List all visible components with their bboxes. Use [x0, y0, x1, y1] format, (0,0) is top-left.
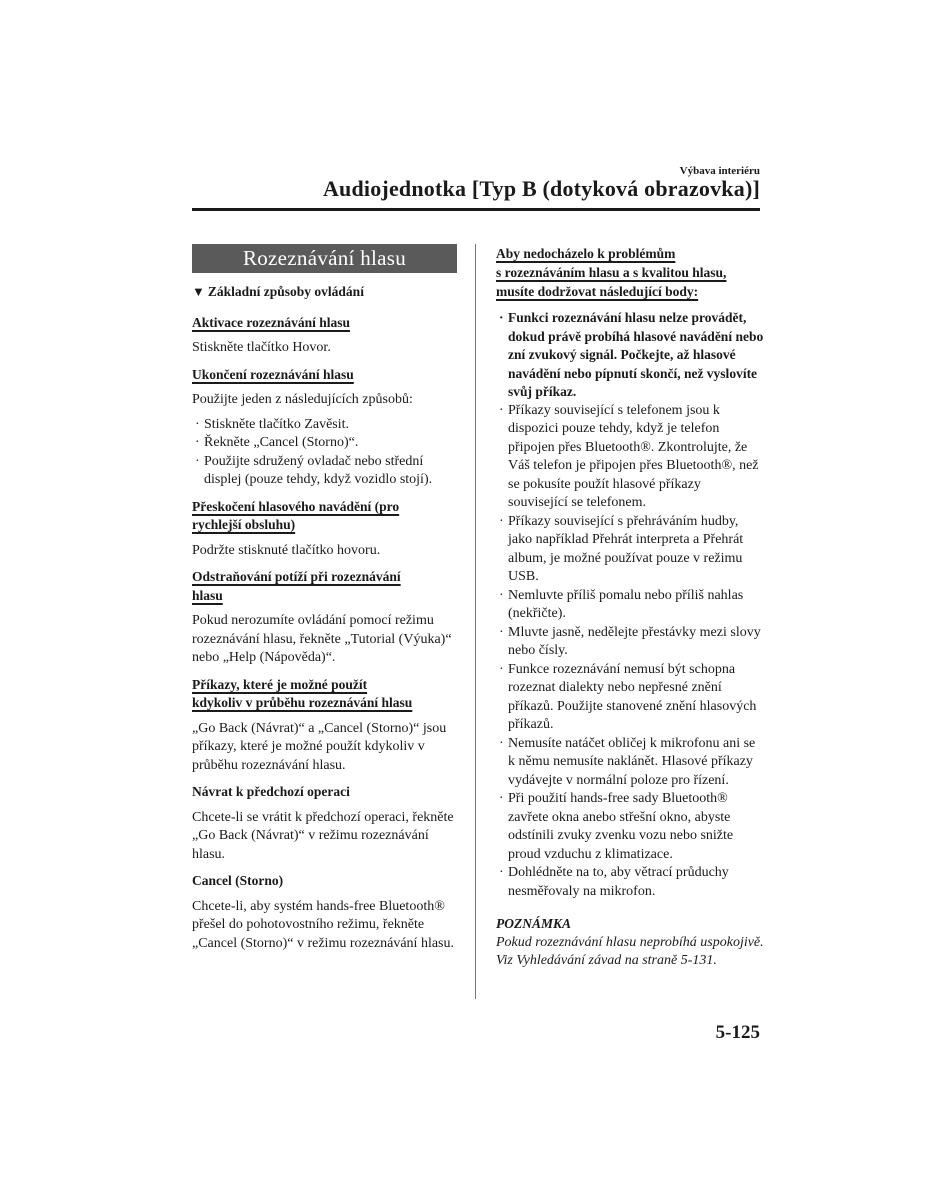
note-text: Pokud rozeznávání hlasu neprobíhá uspokojivě.: [496, 934, 764, 950]
section-name: Výbava interiéru: [679, 165, 760, 177]
commands-heading-line-1: Příkazy, které je možné použít: [192, 676, 368, 692]
page-title: Audiojednotka [Typ B (dotyková obrazovka)]: [322, 176, 760, 201]
trouble-heading: [192, 568, 457, 605]
list-item: · Použijte sdružený ovladač nebo střední displej (pouze tehdy, když vozidlo stojí).: [192, 453, 457, 490]
list-item: · Funkce rozeznávání nemusí být schopna rozeznat dialekty nebo nepřesné znění příkazů. Použijte stanovené znění hlasových příkazů.: [496, 661, 764, 735]
subsection-label: Základní způsoby ovládání: [207, 284, 364, 299]
commands-text: „Go Back (Návrat)“ a „Cancel (Storno)“ jsou příkazy, které je možné použít kdykoliv v průběhu rozeznávání hlasu.: [192, 720, 447, 773]
triangle-down-icon: ▼: [192, 284, 205, 299]
column-divider: [475, 244, 476, 999]
end-intro: Použijte jeden z následujících způsobů:: [192, 392, 413, 407]
skip-text: Podržte stisknuté tlačítko hovoru.: [192, 542, 381, 558]
cancel-heading-text: Cancel (Storno): [192, 873, 284, 888]
guidelines-heading-line: musíte dodržovat následující body:: [496, 284, 699, 299]
activate-text: Stiskněte tlačítko Hovor.: [192, 340, 331, 355]
trouble-heading-line-1: Odstraňování potíží při rozeznávání: [192, 569, 401, 584]
list-item: · Nemusíte natáčet obličej k mikrofonu ani se k němu nemusíte naklánět. Hlasové příkazy vydávejte v normální poloze pro řízení.: [496, 735, 764, 791]
note-reference: Viz Vyhledávání závad na straně 5-131.: [496, 953, 717, 968]
back-heading: [192, 783, 457, 802]
cancel-heading: [192, 872, 457, 891]
left-column: [192, 244, 457, 959]
skip-heading: [192, 498, 457, 535]
commands-heading: [192, 676, 457, 713]
note-title: POZNÁMKA: [496, 916, 572, 931]
end-list: [192, 416, 457, 490]
trouble-text: Pokud nerozumíte ovládání pomocí režimu rozeznávání hlasu, řekněte „Tutorial (Výuka)“ nebo „Help (Nápověda)“.: [192, 613, 452, 665]
list-item: · Příkazy související s telefonem jsou k dispozici pouze tehdy, když je telefon připojen přes Bluetooth®. Zkontrolujte, že Váš telefon je připojen přes Bluetooth®, než se pokusíte použít hlasové příkazy související se telefonem.: [496, 402, 764, 513]
skip-heading-line-1: Přeskočení hlasového navádění (pro: [192, 498, 400, 514]
back-text: Chcete-li se vrátit k předchozí operaci, řekněte „Go Back (Návrat)“ v režimu rozeznávání hlasu.: [192, 809, 454, 862]
activate-heading: [192, 314, 457, 333]
list-item: · Nemluvte příliš pomalu nebo příliš nahlas (nekřičte).: [496, 587, 764, 624]
list-item: · Při použití hands-free sady Bluetooth® zavřete okna anebo střešní okno, abyste odstínili zvuky zvenku vozu nebo snižte proud vzduchu z klimatizace.: [496, 790, 764, 864]
end-heading: [192, 366, 457, 385]
skip-heading-line-2: rychlejší obsluhu): [192, 517, 296, 532]
activate-heading-text: Aktivace rozeznávání hlasu: [192, 314, 350, 330]
guidelines-heading: [496, 244, 764, 301]
list-item: · Příkazy související s přehráváním hudby, jako například Přehrát interpreta a Přehrát album, je možné používat pouze v režimu USB.: [496, 513, 764, 587]
header-rule: [192, 208, 760, 211]
list-item: · Dohlédněte na to, aby větrací průduchy nesměřovaly na mikrofon.: [496, 864, 764, 901]
back-heading-text: Návrat k předchozí operaci: [192, 784, 350, 799]
list-item: · Funkci rozeznávání hlasu nelze provádět, dokud právě probíhá hlasové navádění nebo zní zvukový signál. Počkejte, až hlasové navádění nebo pípnutí skončí, než vyslovíte svůj příkaz.: [496, 309, 764, 402]
commands-heading-line-2: kdykoliv v průběhu rozeznávání hlasu: [192, 695, 413, 710]
list-item: · Stiskněte tlačítko Zavěsit.: [192, 416, 457, 435]
trouble-heading-line-2: hlasu: [192, 587, 223, 603]
list-item: · Mluvte jasně, nedělejte přestávky mezi slovy nebo čísly.: [496, 624, 764, 661]
guidelines-heading-line: s rozeznáváním hlasu a s kvalitou hlasu,: [496, 265, 727, 280]
subsection-heading: [192, 283, 457, 302]
section-banner: Rozeznávání hlasu: [192, 244, 457, 273]
guidelines-list: [496, 309, 764, 901]
cancel-text: Chcete-li, aby systém hands-free Bluetooth® přešel do pohotovostního režimu, řekněte „Cancel (Storno)“ v režimu rozeznávání hlasu.: [192, 898, 455, 951]
right-column: [496, 244, 764, 971]
page-number: 5-125: [715, 1022, 760, 1043]
list-item: · Řekněte „Cancel (Storno)“.: [192, 434, 457, 453]
guidelines-heading-line: Aby nedocházelo k problémům: [496, 246, 676, 261]
end-heading-text: Ukončení rozeznávání hlasu: [192, 366, 354, 382]
